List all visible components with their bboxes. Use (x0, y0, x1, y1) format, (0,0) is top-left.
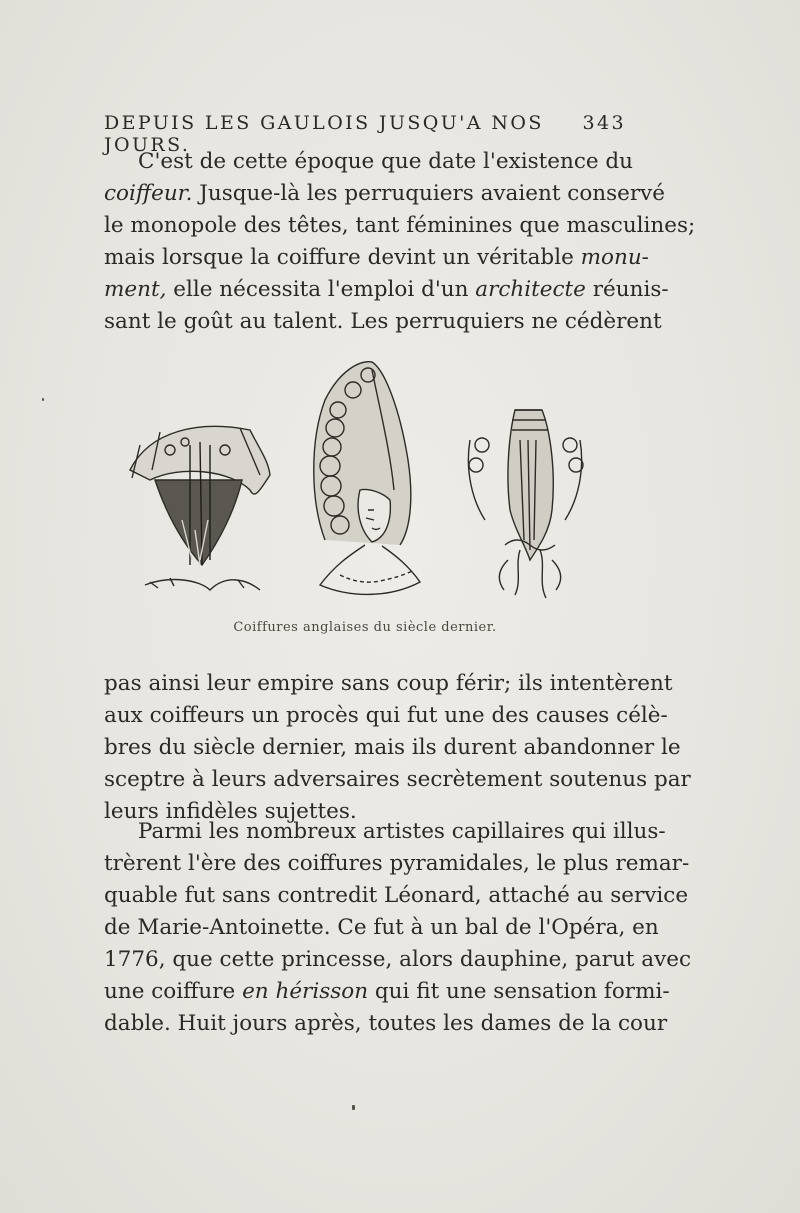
right-headdress-illustration (468, 410, 583, 598)
engraving-english-coiffures (110, 350, 630, 625)
left-headdress-illustration (130, 426, 270, 590)
text-run: sant le goût au talent. Les perruquiers ne cédèrent (104, 309, 662, 334)
text-run: quable fut sans contredit Léonard, attaché au service (104, 883, 689, 908)
italic-term-architecte: architecte (475, 277, 586, 302)
text-line (104, 848, 690, 880)
text-line (104, 1008, 668, 1040)
text-run: aux coiffeurs un procès qui fut une des causes célè- (104, 703, 668, 728)
text-run: une coiffure (104, 979, 243, 1004)
text-run: leurs infidèles sujettes. (104, 799, 357, 824)
text-run: qui fit une sensation formi- (368, 979, 670, 1004)
text-line (104, 880, 689, 912)
text-run: C'est de cette époque que date l'existence du (138, 149, 634, 174)
ink-speck (352, 1105, 355, 1110)
text-line (104, 668, 673, 700)
text-line (104, 816, 666, 848)
text-run: de Marie-Antoinette. Ce fut à un bal de l'Opéra, en (104, 915, 659, 940)
italic-term-monument: monu- (580, 245, 649, 270)
text-run: Jusque-là les perruquiers avaient conservé (192, 181, 666, 206)
italic-term-en-herisson: en hérisson (242, 979, 369, 1004)
center-pyramid-coiffure-illustration (314, 362, 420, 595)
text-run: pas ainsi leur empire sans coup férir; ils intentèrent (104, 671, 673, 696)
italic-term-monument-end: ment, (104, 277, 167, 302)
text-run: 1776, que cette princesse, alors dauphine, parut avec (104, 947, 691, 972)
text-line (104, 764, 691, 796)
running-title: DEPUIS LES GAULOIS JUSQU'A NOS JOURS. (104, 112, 544, 156)
text-line (104, 912, 659, 944)
text-run: bres du siècle dernier, mais ils durent abandonner le (104, 735, 681, 760)
text-run: elle nécessita l'emploi d'un (166, 277, 476, 302)
page-number: 343 (582, 112, 626, 134)
paragraph-3 (104, 816, 691, 1040)
text-run: sceptre à leurs adversaires secrètement soutenus par (104, 767, 691, 792)
text-line (104, 732, 681, 764)
text-line (104, 274, 669, 306)
text-line (104, 976, 670, 1008)
paragraph-2 (104, 668, 691, 828)
text-run: Parmi les nombreux artistes capillaires qui illus- (138, 819, 666, 844)
text-run: dable. Huit jours après, toutes les dames de la cour (104, 1011, 668, 1036)
text-line (104, 944, 691, 976)
figure-caption: Coiffures anglaises du siècle dernier. (233, 620, 497, 635)
text-line (104, 700, 668, 732)
paragraph-1 (104, 146, 696, 338)
text-line (104, 178, 666, 210)
text-line (104, 306, 662, 338)
text-run: mais lorsque la coiffure devint un véritable (104, 245, 581, 270)
ink-speck (42, 398, 44, 401)
text-line (104, 210, 696, 242)
text-line (104, 242, 649, 274)
italic-term-coiffeur: coiffeur. (104, 181, 193, 206)
text-run: le monopole des têtes, tant féminines que masculines; (104, 213, 696, 238)
text-line (104, 146, 634, 178)
text-run: trèrent l'ère des coiffures pyramidales, le plus remar- (104, 851, 690, 876)
text-run: réunis- (585, 277, 669, 302)
